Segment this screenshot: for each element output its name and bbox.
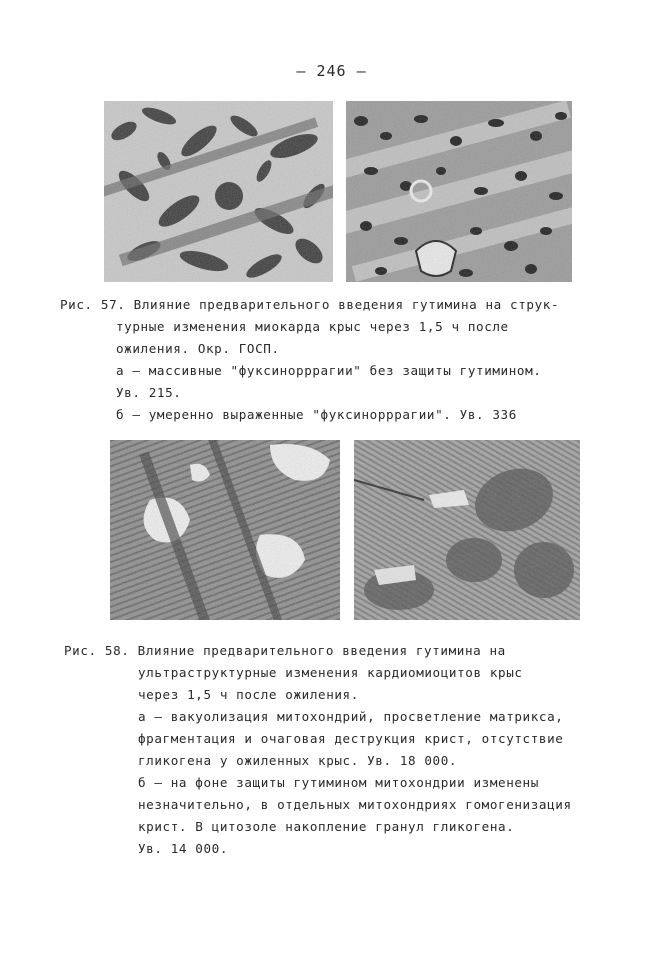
figure-58-caption: [64, 640, 572, 860]
caption-line: турные изменения миокарда крыс через 1,5 ч после: [116, 319, 509, 334]
caption-line: ультраструктурные изменения кардиомиоцитов крыс: [138, 665, 523, 680]
caption-line: через 1,5 ч после ожиления.: [138, 687, 359, 702]
page-number: – 246 –: [296, 62, 367, 80]
figure-58b-micrograph: [354, 440, 580, 620]
caption-line: а – массивные "фуксинорррагии" без защиты гутимином.: [116, 363, 542, 378]
figure-57a-micrograph: [104, 101, 333, 282]
caption-line: Ув. 215.: [116, 385, 182, 400]
caption-line: Ув. 14 000.: [138, 841, 229, 856]
caption-line: б – на фоне защиты гутимином митохондрии изменены: [138, 775, 539, 790]
caption-line: ожиления. Окр. ГОСП.: [116, 341, 280, 356]
figure-58a-micrograph: [110, 440, 340, 620]
caption-line: гликогена у ожиленных крыс. Ув. 18 000.: [138, 753, 458, 768]
caption-line: Рис. 58. Влияние предварительного введения гутимина на: [64, 643, 506, 658]
caption-line: Рис. 57. Влияние предварительного введения гутимина на струк-: [60, 297, 560, 312]
caption-line: крист. В цитозоле накопление гранул гликогена.: [138, 819, 515, 834]
caption-line: незначительно, в отдельных митохондриях гомогенизация: [138, 797, 572, 812]
figure-label: Рис. 57.: [60, 297, 126, 312]
figure-57b-micrograph: [346, 101, 572, 282]
caption-line: б – умеренно выраженные "фуксинорррагии". Ув. 336: [116, 407, 517, 422]
figure-57-caption: [60, 294, 559, 426]
figure-label: Рис. 58.: [64, 643, 130, 658]
caption-line: фрагментация и очаговая деструкция крист, отсутствие: [138, 731, 564, 746]
caption-line: а – вакуолизация митохондрий, просветление матрикса,: [138, 709, 564, 724]
